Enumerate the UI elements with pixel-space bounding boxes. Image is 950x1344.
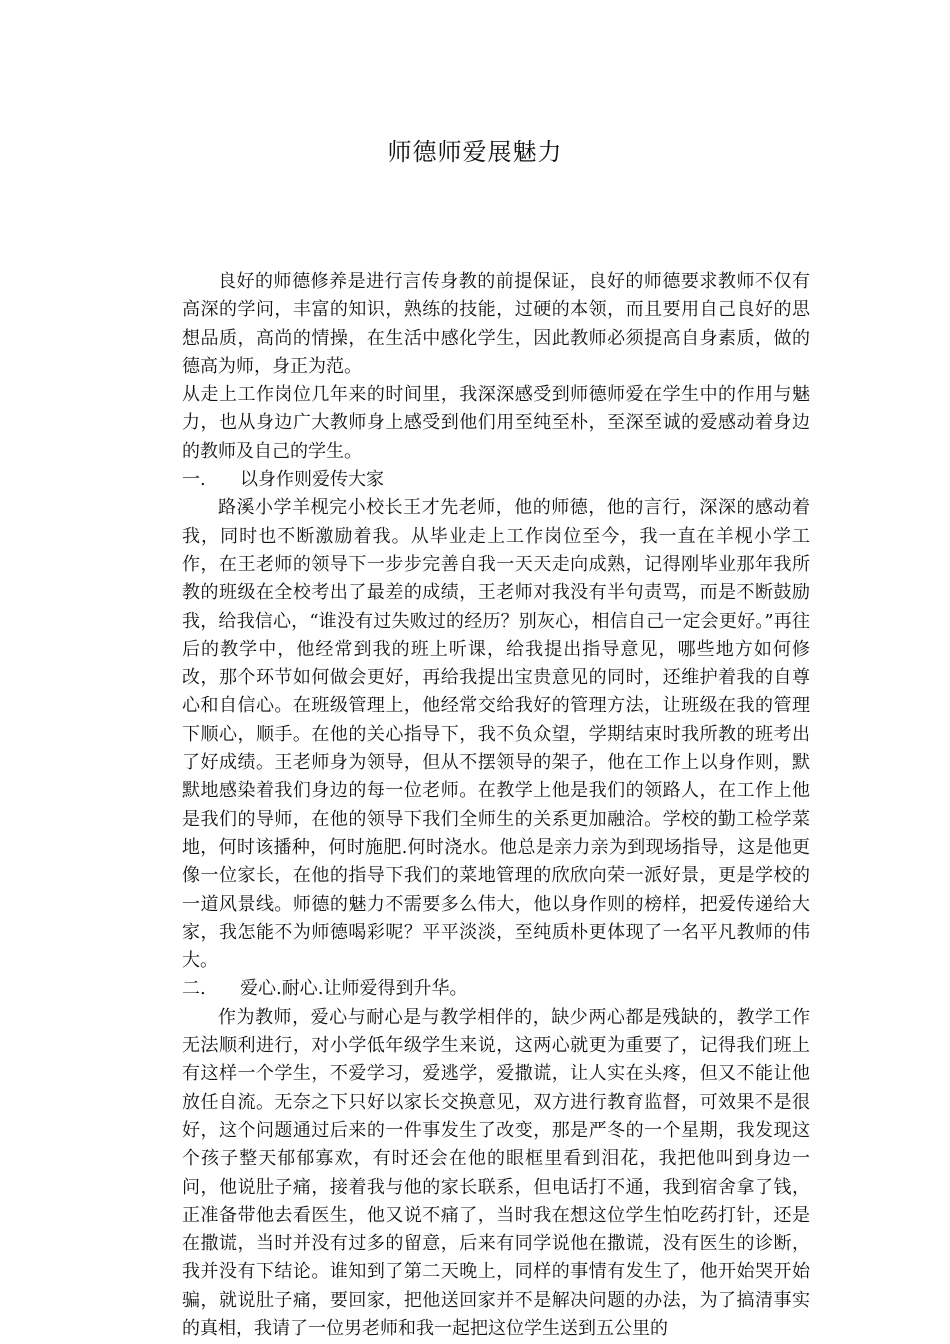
document-body	[182, 268, 810, 1343]
paragraph-overview: 从走上工作岗位几年来的时间里，我深深感受到师德师爱在学生中的作用与魅力，也从身边广大教师身上感受到他们用至纯至朴，至深至诚的爱感动着身边的教师及自己的学生。	[182, 384, 810, 462]
section-heading-2	[182, 975, 810, 1003]
section-number: 二.	[182, 978, 206, 1000]
section-title: 以身作则爱传大家	[240, 469, 384, 491]
paragraph-section-2: 作为教师，爱心与耐心是与教学相伴的，缺少两心都是残缺的，教学工作无法顺利进行，对小学低年级学生来说，这两心就更为重要了，记得我们班上有这样一个学生，不爱学习，爱逃学，爱撒谎，让人实在头疼，但又不能让他放任自流。无奈之下只好以家长交换意见，双方进行教育监督，可效果不是很好，这个问题通过后来的一件事发生了改变，那是严冬的一个星期，我发现这个孩子整天郁郁寡欢，有时还会在他的眼框里看到泪花，我把他叫到身边一问，他说肚子痛，接着我与他的家长联系，但电话打不通，我到宿舍拿了钱，正准备带他去看医生，他又说不痛了，当时我在想这位学生怕吃药打针，还是在撒谎，当时并没有过多的留意，后来有同学说他在撒谎，没有医生的诊断，我并没有下结论。谁知到了第二天晚上，同样的事情有发生了，他开始哭开始骗，就说肚子痛，要回家，把他送回家并不是解决问题的办法，为了搞清事实的真相，我请了一位男老师和我一起把这位学生送到五公里的	[182, 1006, 810, 1339]
paragraph-section-1: 路溪小学羊枧完小校长王才先老师，他的师德，他的言行，深深的感动着我，同时也不断激励着我。从毕业走上工作岗位至今，我一直在羊枧小学工作，在王老师的领导下一步步完善自我一天天走向成熟，记得刚毕业那年我所教的班级在全校考出了最差的成绩，王老师对我没有半句责骂，而是不断鼓励我，给我信心，“谁没有过失败过的经历？别灰心，相信自己一定会更好。”再往后的教学中，他经常到我的班上听课，给我提出指导意见，哪些地方如何修改，那个环节如何做会更好，再给我提出宝贵意见的同时，还维护着我的自尊心和自信心。在班级管理上，他经常交给我好的管理方法，让班级在我的管理下顺心，顺手。在他的关心指导下，我不负众望，学期结束时我所教的班考出了好成绩。王老师身为领导，但从不摆领导的架子，他在工作上以身作则，默默地感染着我们身边的每一位老师。在教学上他是我们的领路人，在工作上他是我们的导师，在他的领导下我们全师生的关系更加融洽。学校的勤工检学菜地，何时该播种，何时施肥.何时浇水。他总是亲力亲为到现场指导，这是他更像一位家长，在他的指导下我们的菜地管理的欣欣向荣一派好景，更是学校的一道风景线。师德的魅力不需要多么伟大，他以身作则的榜样，把爱传递给大家，我怎能不为师德喝彩呢？平平淡淡，至纯质朴更体现了一名平凡教师的伟大。	[182, 497, 810, 972]
paragraph-intro: 良好的师德修养是进行言传身教的前提保证，良好的师德要求教师不仅有高深的学问，丰富的知识，熟练的技能，过硬的本领，而且要用自己良好的思想品质，高尚的情操，在生活中感化学生，因此教师必须提高自身素质，做的德高为师，身正为范。	[182, 271, 810, 377]
section-heading-1	[182, 466, 810, 494]
section-title: 爱心.耐心.让师爱得到升华。	[240, 978, 468, 1000]
section-number: 一.	[182, 469, 206, 491]
document-title: 师德师爱展魅力	[387, 138, 563, 166]
